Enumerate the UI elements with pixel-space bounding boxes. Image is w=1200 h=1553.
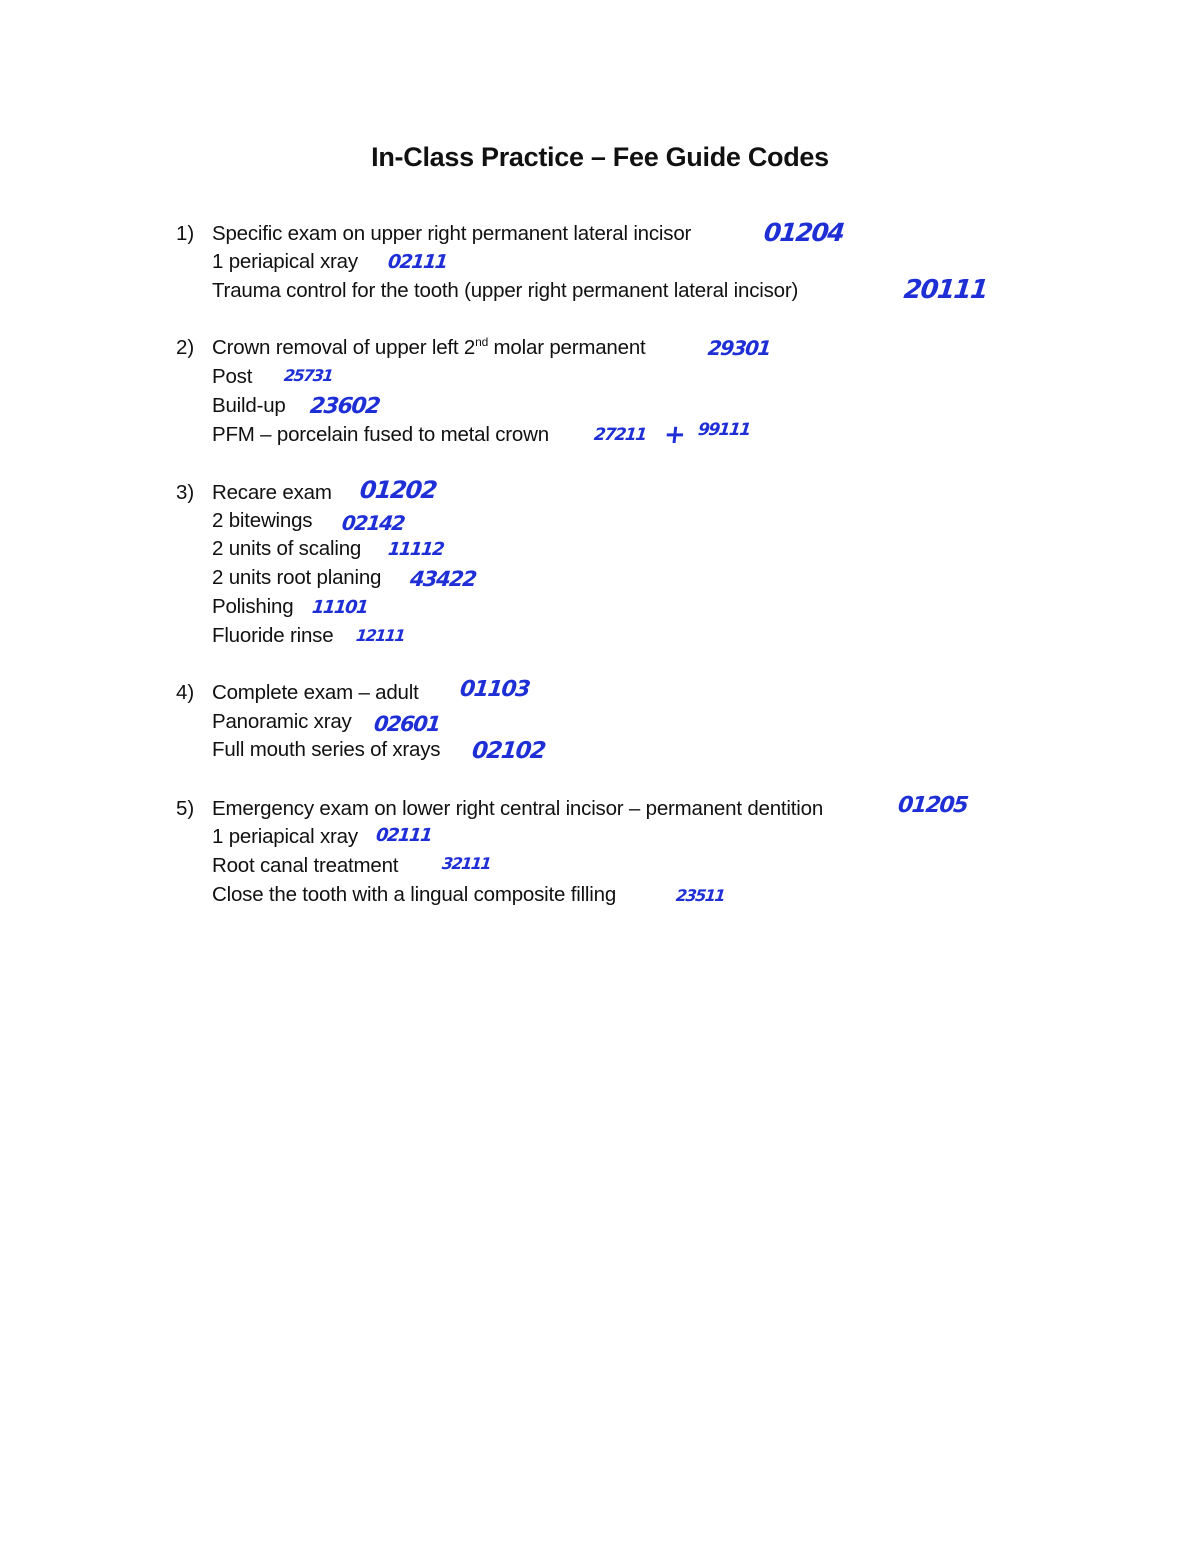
handwritten-code: 29301 <box>706 336 772 360</box>
item-line-text: Crown removal of upper left 2 <box>212 336 476 359</box>
item-line-superscript: nd <box>475 335 489 349</box>
handwritten-code: 01204 <box>762 218 846 247</box>
item-line: 1 periapical xray <box>212 250 358 273</box>
item-line: Close the tooth with a lingual composite filling <box>212 883 617 906</box>
plus-sign: + <box>662 420 688 450</box>
item-line: Fluoride rinse <box>212 624 334 647</box>
handwritten-code: 02601 <box>372 712 441 736</box>
handwritten-code: 20111 <box>902 275 989 305</box>
handwritten-code: 02111 <box>386 251 448 273</box>
handwritten-code: 01202 <box>358 476 438 504</box>
item-number: 4) <box>176 681 195 704</box>
handwritten-code: 01205 <box>896 793 969 818</box>
item-line: Recare exam <box>212 481 332 504</box>
item-line: Emergency exam on lower right central incisor – permanent dentition <box>212 797 824 820</box>
handwritten-code: 32111 <box>441 854 492 873</box>
item-line: Complete exam – adult <box>212 681 419 704</box>
item-number: 3) <box>176 481 195 504</box>
handwritten-code: 02111 <box>374 825 433 846</box>
item-line: Panoramic xray <box>212 710 352 733</box>
item-line: Specific exam on upper right permanent lateral incisor <box>212 222 692 245</box>
item-line: Full mouth series of xrays <box>212 738 441 761</box>
handwritten-code: 12111 <box>355 626 406 645</box>
item-line: 2 units of scaling <box>212 537 362 560</box>
item-line: Post <box>212 365 253 388</box>
item-number: 1) <box>176 222 195 245</box>
handwritten-code: 23511 <box>675 886 726 905</box>
handwritten-code: 02102 <box>470 738 546 764</box>
handwritten-code: 43422 <box>408 567 477 591</box>
item-line: 2 units root planing <box>212 566 382 589</box>
item-line: Root canal treatment <box>212 854 399 877</box>
item-line: 2 bitewings <box>212 509 313 532</box>
handwritten-code: 01103 <box>458 677 531 702</box>
page-title: In-Class Practice – Fee Guide Codes <box>371 142 829 172</box>
handwritten-code: 99111 <box>697 420 751 440</box>
item-line-text: molar permanent <box>488 336 646 359</box>
item-number: 5) <box>176 797 195 820</box>
item-line: Trauma control for the tooth (upper right permanent lateral incisor) <box>212 279 799 302</box>
handwritten-code: 25731 <box>283 366 334 385</box>
handwritten-code: 11101 <box>310 597 369 618</box>
handwritten-code: 23602 <box>308 394 381 419</box>
item-line: PFM – porcelain fused to metal crown <box>212 423 549 446</box>
handwritten-code: 27211 <box>593 425 647 445</box>
item-number: 2) <box>176 336 195 359</box>
item-line: 1 periapical xray <box>212 825 358 848</box>
item-line: Polishing <box>212 595 294 618</box>
item-line: Build-up <box>212 394 286 417</box>
item-line <box>212 335 646 359</box>
handwritten-code: 11112 <box>386 539 445 560</box>
handwritten-code: 02142 <box>340 511 406 535</box>
